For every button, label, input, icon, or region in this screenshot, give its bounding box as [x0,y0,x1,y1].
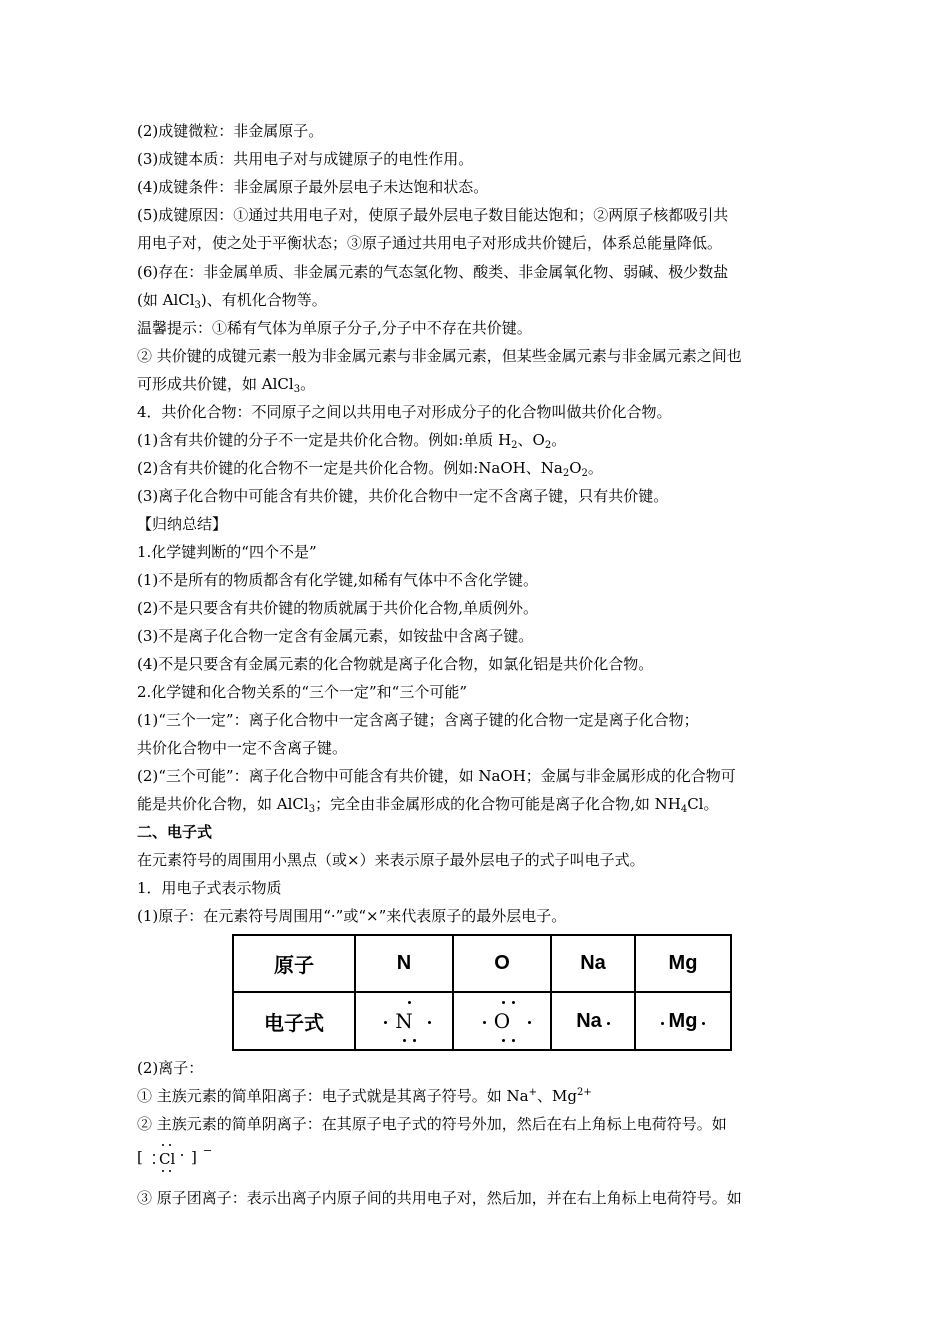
text-line: (2)不是只要含有共价键的物质就属于共价化合物,单质例外。 [137,599,539,617]
text-line: 在元素符号的周围用小黑点（或×）来表示原子最外层电子的式子叫电子式。 [137,851,645,869]
electron-formula-table [232,934,732,1051]
text-line: (2)离子： [137,1059,204,1077]
table-header-cell: N [355,935,453,992]
text-line: ② 主族元素的简单阴离子：在其原子电子式的符号外加，然后在右上角标上电荷符号。如 [137,1115,727,1133]
text-line: 2.化学键和化合物关系的“三个一定”和“三个可能” [137,683,467,701]
electron-formula-n: N [355,992,453,1050]
table-header-cell: 原子 [233,935,355,992]
text-line: (3)成键本质：共用电子对与成键原子的电性作用。 [137,150,474,168]
text-line: ③ 原子团离子：表示出离子内原子间的共用电子对，然后加，并在右上角标上电荷符号。如 [137,1189,742,1207]
text-line: (4)不是只要含有金属元素的化合物就是离子化合物，如氯化铝是共价化合物。 [137,655,654,673]
table-header-cell: Mg [635,935,731,992]
text-line: (2)含有共价键的化合物不一定是共价化合物。例如:NaOH、$Na_2O_2$。 [137,459,603,479]
text-line: (1)“三个一定”：离子化合物中一定含离子键；含离子键的化合物一定是离子化合物； [137,711,699,729]
section-heading: 【归纳总结】 [137,515,228,533]
text-line: (2)成键微粒：非金属原子。 [137,122,324,140]
text-line: (2)“三个可能”：离子化合物中可能含有共价键，如 NaOH；金属与非金属形成的化合物可 [137,767,736,785]
table-header-cell: O [453,935,551,992]
electron-formula-o: O [453,992,551,1050]
text-line: 共价化合物中一定不含离子键。 [137,739,348,757]
text-line: 温馨提示：①稀有气体为单原子分子,分子中不存在共价键。 [137,319,532,337]
text-line: (1)含有共价键的分子不一定是共价化合物。例如:单质 $H_2$、$O_2$。 [137,431,567,451]
text-line: (5)成键原因：①通过共用电子对，使原子最外层电子数目能达饱和；②两原子核都吸引共 [137,206,729,224]
table-row-label: 电子式 [233,992,355,1050]
text-line: (6)存在：非金属单质、非金属元素的气态氢化物、酸类、非金属氧化物、弱碱、极少数盐 [137,263,729,281]
section-title: 二、电子式 [137,823,213,841]
electron-formula-na: Na [551,992,635,1050]
text-line: (3)不是离子化合物一定含有金属元素，如铵盐中含离子键。 [137,627,534,645]
text-line: (3)离子化合物中可能含有共价键，共价化合物中一定不含离子键，只有共价键。 [137,487,669,505]
electron-formula-mg: Mg [635,992,731,1050]
text-line: (1)原子：在元素符号周围用“·”或“×”来代表原子的最外层电子。 [137,907,567,925]
text-line: 能是共价化合物，如 AlCl$_3$；完全由非金属形成的化合物可能是离子化合物,如 $NH_4Cl$。 [137,795,719,815]
text-line: (4)成键条件：非金属原子最外层电子未达饱和状态。 [137,178,489,196]
table-header-cell: Na [551,935,635,992]
chloride-electron-formula: [ Cl ] − [137,1146,227,1172]
text-line: 用电子对，使之处于平衡状态；③原子通过共用电子对形成共价键后，体系总能量降低。 [137,234,723,252]
text-line: (如 AlCl$_3$)、有机化合物等。 [137,291,327,311]
text-line: 可形成共价键，如 AlCl$_3$。 [137,375,316,395]
text-line: ② 共价键的成键元素一般为非金属元素与非金属元素，但某些金属元素与非金属元素之间也 [137,347,742,365]
text-line: 4．共价化合物：不同原子之间以共用电子对形成分子的化合物叫做共价化合物。 [137,403,672,421]
text-line: ① 主族元素的简单阳离子：电子式就是其离子符号。如 Na+、$Mg^{2+}$ [137,1087,592,1105]
text-line: (1)不是所有的物质都含有化学键,如稀有气体中不含化学键。 [137,571,539,589]
text-line: 1.化学键判断的“四个不是” [137,543,317,561]
text-line: 1．用电子式表示物质 [137,879,282,897]
